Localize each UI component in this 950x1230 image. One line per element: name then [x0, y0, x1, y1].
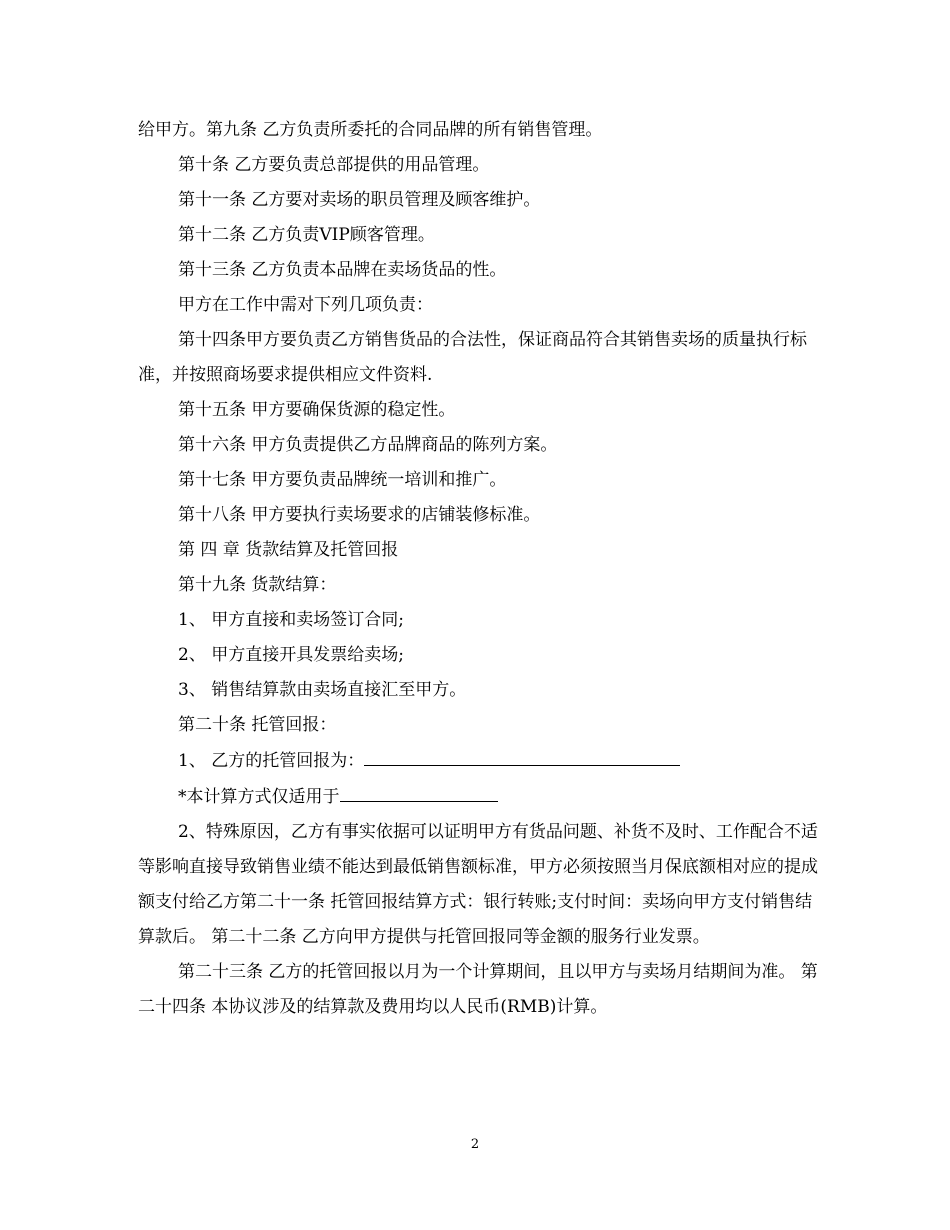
paragraph-18-text: 1、 乙方的托管回报为： [178, 751, 365, 771]
paragraph-18 [138, 743, 818, 779]
list-item-2: 2、 甲方直接开具发票给卖场; [178, 645, 404, 665]
paragraph-2: 第十条 乙方要负责总部提供的用品管理。 [178, 155, 490, 175]
paragraph-11: 第十八条 甲方要执行卖场要求的店铺装修标准。 [178, 505, 541, 525]
paragraph-21: 第二十三条 乙方的托管回报以月为一个计算期间，且以甲方与卖场月结期间为准。 第二十四条 本协议涉及的结算款及费用均以人民币(RMB)计算。 [138, 962, 818, 1017]
paragraph-1: 给甲方。第九条 乙方负责所委托的合同品牌的所有销售管理。 [138, 120, 603, 140]
fill-in-blank-line [364, 743, 680, 766]
chapter-heading: 第 四 章 货款结算及托管回报 [178, 540, 399, 560]
list-item-3: 3、 销售结算款由卖场直接汇至甲方。 [178, 680, 467, 700]
paragraph-10: 第十七条 甲方要负责品牌统一培训和推广。 [178, 470, 507, 490]
fill-in-blank-line [340, 779, 498, 802]
paragraph-19-text: *本计算方式仅适用于 [178, 787, 340, 807]
paragraph-9: 第十六条 甲方负责提供乙方品牌商品的陈列方案。 [178, 435, 558, 455]
paragraph-7: 第十四条甲方要负责乙方销售货品的合法性，保证商品符合其销售卖场的质量执行标准，并按照商场要求提供相应文件资料. [138, 330, 807, 385]
paragraph-17: 第二十条 托管回报： [178, 715, 337, 735]
paragraph-6: 甲方在工作中需对下列几项负责： [178, 295, 433, 315]
document-body [138, 113, 818, 1025]
paragraph-8: 第十五条 甲方要确保货源的稳定性。 [178, 400, 456, 420]
paragraph-19 [138, 779, 818, 815]
list-item-1: 1、 甲方直接和卖场签订合同; [178, 610, 404, 630]
page-number: 2 [470, 1137, 480, 1152]
paragraph-13: 第十九条 货款结算： [178, 575, 337, 595]
paragraph-5: 第十三条 乙方负责本品牌在卖场货品的性。 [178, 260, 507, 280]
paragraph-20: 2、特殊原因，乙方有事实依据可以证明甲方有货品问题、补货不及时、工作配合不适等影响直接导致销售业绩不能达到最低销售额标准，甲方必须按照当月保底额相对应的提成额支付给乙方第二十一条 托管回报结算方式：银行转账;支付时间：卖场向甲方支付销售结算款后。 第二十二条 乙方向甲方提供与托管回报同等金额的服务行业发票。 [138, 822, 818, 947]
paragraph-3: 第十一条 乙方要对卖场的职员管理及顾客维护。 [178, 190, 541, 210]
paragraph-4: 第十二条 乙方负责VIP顾客管理。 [178, 225, 435, 245]
